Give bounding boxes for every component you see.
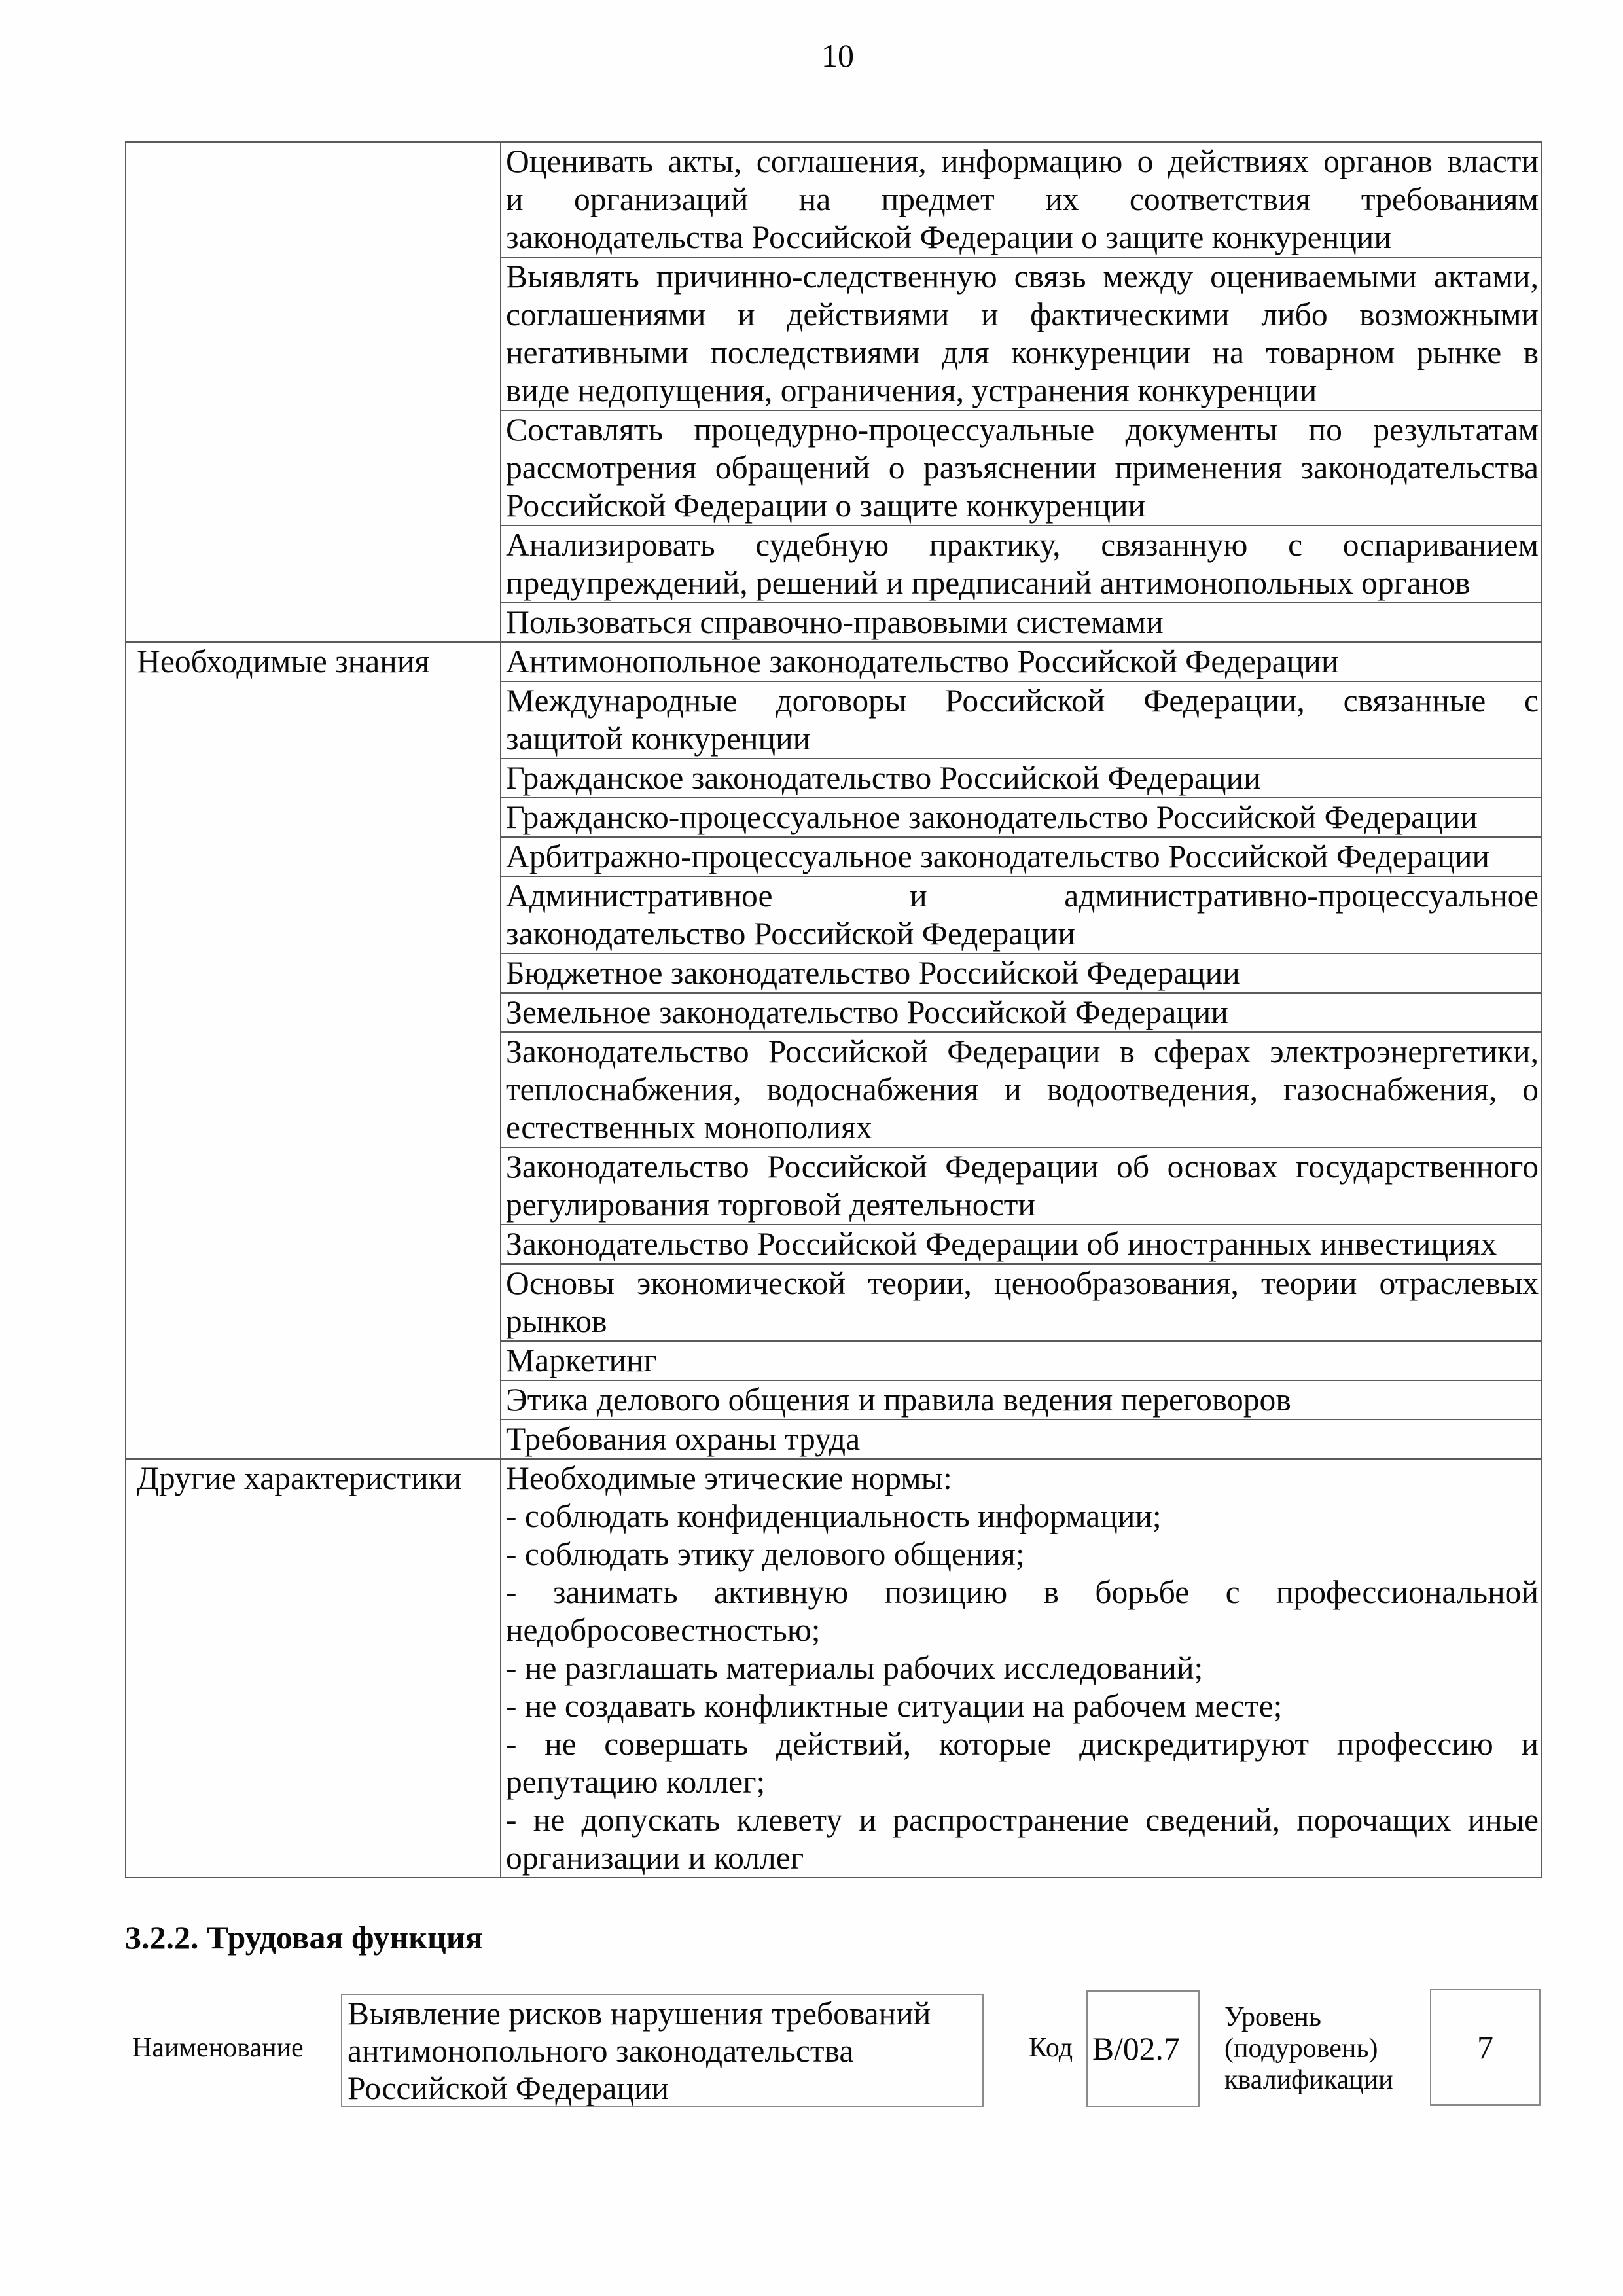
- cell-text-line: Российской Федерации о защите конкуренции: [506, 488, 1146, 524]
- cell-text-line: Земельное законодательство Российской Федерации: [506, 994, 1228, 1030]
- cell-text-line: Законодательство Российской Федерации в сферах электроэнергетики,: [506, 1033, 1539, 1069]
- cell-text-line: Международные договоры Российской Федерации, связанные с: [506, 683, 1539, 719]
- cell-text-line: Необходимые этические нормы:: [506, 1460, 952, 1496]
- requirements-table-body: [126, 142, 1541, 1878]
- table-cell: [501, 1459, 1541, 1878]
- cell-text-line: виде недопущения, ограничения, устранения конкуренции: [506, 372, 1317, 408]
- cell-text-line: теплоснабжения, водоснабжения и водоотведения, газоснабжения, о: [506, 1071, 1539, 1107]
- table-cell: [501, 837, 1541, 876]
- cell-text-line: Антимонопольное законодательство Российской Федерации: [506, 643, 1339, 679]
- function-code-box: [1086, 1990, 1200, 2107]
- cell-text-line: Анализировать судебную практику, связанную с оспариванием: [506, 527, 1539, 563]
- cell-text-line: Законодательство Российской Федерации об основах государственного: [506, 1149, 1539, 1185]
- cell-text-line: Пользоваться справочно-правовыми системами: [506, 604, 1164, 640]
- level-label-line: (подуровень): [1224, 2034, 1378, 2064]
- cell-text-line: Основы экономической теории, ценообразования, теории отраслевых: [506, 1265, 1539, 1301]
- code-label: Код: [1029, 2033, 1073, 2063]
- cell-text-line: - не совершать действий, которые дискредитируют профессию и: [506, 1726, 1539, 1762]
- cell-text-line: - не разглашать материалы рабочих исследований;: [506, 1650, 1204, 1686]
- cell-text-line: защитой конкуренции: [506, 721, 811, 757]
- cell-text-line: рынков: [506, 1303, 607, 1339]
- cell-text-line: - не создавать конфликтные ситуации на рабочем месте;: [506, 1688, 1283, 1724]
- table-cell: [501, 1380, 1541, 1420]
- table-cell: [501, 1147, 1541, 1225]
- row-group-label: Необходимые знания: [126, 642, 501, 1459]
- table-cell: [501, 603, 1541, 642]
- table-cell: [501, 142, 1541, 257]
- cell-text-line: - занимать активную позицию в борьбе с профессиональной: [506, 1574, 1539, 1610]
- cell-text-line: Арбитражно-процессуальное законодательство Российской Федерации: [506, 838, 1490, 874]
- cell-text-line: и организаций на предмет их соответствия требованиям: [506, 181, 1539, 217]
- cell-text-line: Выявлять причинно-следственную связь между оцениваемыми актами,: [506, 259, 1539, 295]
- page-number: 10: [821, 37, 854, 74]
- function-code-value: В/02.7: [1092, 2030, 1180, 2067]
- cell-text-line: законодательство Российской Федерации: [506, 916, 1075, 952]
- cell-text-line: Маркетинг: [506, 1342, 657, 1378]
- cell-text-line: предупреждений, решений и предписаний антимонопольных органов: [506, 565, 1471, 601]
- level-label-line: Уровень: [1224, 2002, 1321, 2032]
- table-cell: [501, 1225, 1541, 1264]
- table-cell: [501, 257, 1541, 410]
- level-label-line: квалификации: [1224, 2065, 1393, 2095]
- function-name-line: Российской Федерации: [348, 2070, 669, 2106]
- cell-text-line: Гражданское законодательство Российской Федерации: [506, 760, 1261, 796]
- table-cell: [501, 681, 1541, 759]
- cell-text-line: Гражданско-процессуальное законодательство Российской Федерации: [506, 799, 1478, 835]
- name-label: Наименование: [132, 2033, 304, 2063]
- cell-text-line: естественных монополиях: [506, 1109, 872, 1145]
- table-cell: [501, 798, 1541, 837]
- cell-text-line: - соблюдать конфиденциальность информации;: [506, 1498, 1162, 1534]
- cell-text-line: репутацию коллег;: [506, 1764, 766, 1800]
- cell-text-line: соглашениями и действиями и фактическими либо возможными: [506, 296, 1539, 332]
- cell-text-line: негативными последствиями для конкуренции на товарном рынке в: [506, 334, 1539, 370]
- table-cell: [501, 526, 1541, 603]
- table-row: [126, 642, 1541, 681]
- cell-text-line: организации и коллег: [506, 1840, 804, 1876]
- cell-text-line: Требования охраны труда: [506, 1421, 861, 1457]
- table-cell: [501, 954, 1541, 993]
- cell-text-line: - соблюдать этику делового общения;: [506, 1536, 1025, 1572]
- cell-text-line: законодательства Российской Федерации о защите конкуренции: [506, 219, 1391, 255]
- table-cell: [501, 993, 1541, 1032]
- table-cell: [501, 1420, 1541, 1459]
- function-name-line: антимонопольного законодательства: [348, 2033, 854, 2069]
- cell-text-line: Этика делового общения и правила ведения переговоров: [506, 1382, 1291, 1418]
- cell-text-line: Составлять процедурно-процессуальные документы по результатам: [506, 412, 1539, 448]
- function-name-box: [341, 1994, 984, 2107]
- cell-text-line: Бюджетное законодательство Российской Федерации: [506, 955, 1240, 991]
- qualification-level-value: 7: [1477, 2029, 1493, 2066]
- table-cell: [501, 1032, 1541, 1147]
- table-cell: [501, 410, 1541, 526]
- cell-text-line: недобросовестностью;: [506, 1612, 821, 1648]
- row-group-label: Другие характеристики: [126, 1459, 501, 1878]
- cell-text-line: рассмотрения обращений о разъяснении применения законодательства: [506, 450, 1539, 486]
- cell-text-line: - не допускать клевету и распространение сведений, порочащих иные: [506, 1802, 1539, 1838]
- level-label: [1224, 2001, 1393, 2096]
- table-cell: [501, 759, 1541, 798]
- section-heading: 3.2.2. Трудовая функция: [125, 1919, 483, 1956]
- table-row: [126, 1459, 1541, 1878]
- table-cell: [501, 876, 1541, 954]
- table-cell: [501, 1341, 1541, 1380]
- table-cell: [501, 642, 1541, 681]
- table-row: [126, 142, 1541, 257]
- table-cell: [501, 1264, 1541, 1341]
- function-name-line: Выявление рисков нарушения требований: [348, 1996, 931, 2032]
- cell-text-line: Административное и административно-процессуальное: [506, 878, 1539, 914]
- cell-text-line: Законодательство Российской Федерации об иностранных инвестициях: [506, 1226, 1497, 1262]
- cell-text-line: Оценивать акты, соглашения, информацию о действиях органов власти: [506, 143, 1539, 179]
- requirements-table: [125, 141, 1542, 1878]
- row-group-label: [126, 142, 501, 642]
- cell-text-line: регулирования торговой деятельности: [506, 1187, 1035, 1223]
- qualification-level-box: [1430, 1989, 1541, 2106]
